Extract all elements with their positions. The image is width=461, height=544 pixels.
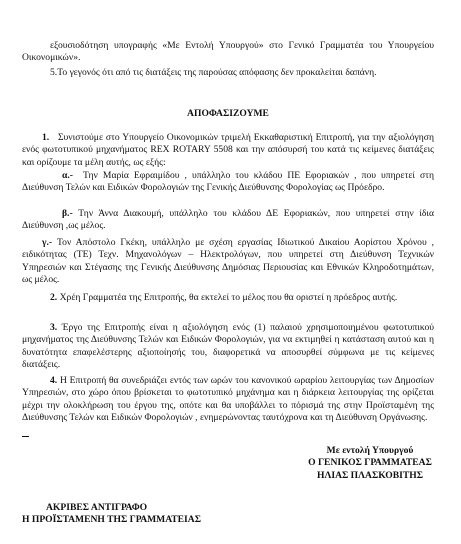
member-a xyxy=(22,170,434,195)
paragraph-4-number: 4. xyxy=(50,375,58,386)
paragraph-3-number: 3. xyxy=(50,322,58,333)
paragraph-3 xyxy=(22,322,434,372)
paragraph-2 xyxy=(22,292,434,304)
member-c-text: Τον Απόστολο Γκέκη, υπάλληλο με σχέση εργασίας Ιδιωτικού Δικαίου Αορίστου Χρόνου , ειδικότητας (ΤΕ) Τεχν. Μηχανολόγων – Ηλεκτρολόγων, που υπηρετεί στη Διεύθυνση Τεχνικών Υπηρεσιών και Στέγασης της Γενικής Διεύθυνσης Δημόσιας Περιουσίας και Εθνικών Κληροδοτημάτων, ως μέλος. xyxy=(22,237,435,286)
certified-copy-label: ΑΚΡΙΒΕΣ ΑΝΤΙΓΡΑΦΟ xyxy=(46,502,148,513)
paragraph-1 xyxy=(22,132,434,169)
member-b-label: β.- xyxy=(62,208,73,219)
paragraph-1-number: 1. xyxy=(42,132,50,143)
signature-block xyxy=(290,445,450,482)
continuation-text: εξουσιοδότηση υπογραφής «Με Εντολή Υπουργού» στο Γενικό Γραμματέα του Υπουργείου Οικονομικών». xyxy=(22,40,434,64)
paragraph-1-text: Συνιστούμε στο Υπουργείο Οικονομικών τριμελή Εκκαθαριστική Επιτροπή, για την αξιολόγηση ενός φωτοτυπικού μηχανήματος REX ROTARY 5508 και την απόσυρσή του κατά τις κείμενες διατάξεις και ορίζουμε τα μέλη αυτής, ως εξής: xyxy=(22,132,434,168)
paragraph-4 xyxy=(22,375,434,425)
paragraph-5-text: Το γεγονός ότι από τις διατάξεις της παρούσας απόφασης δεν προκαλείται δαπάνη. xyxy=(57,67,377,78)
paragraph-5-number: 5. xyxy=(50,67,58,78)
member-b xyxy=(22,208,434,233)
paragraph-2-text: Χρέη Γραμματέα της Επιτροπής, θα εκτελεί το μέλος που θα οριστεί η πρόεδρος αυτής. xyxy=(59,292,398,303)
paragraph-4-text: Η Επιτροπή θα συνεδριάζει εντός των ωρών του κανονικού ωραρίου λειτουργίας των Δημοσίων Υπηρεσιών, στο χώρο όπου βρίσκεται το φωτοτυπικό μηχάνημα και η διάρκεια λειτουργίας της ορίζεται μέχρι την ολοκλήρωση του έργου της, οπότε και θα υποβάλλει το πόρισμά της στην Προϊσταμένη της Διεύθυνσης Τελών και Ειδικών Φορολογιών , ενημερώνοντας ταυτόχρονα και τη Διεύθυνση Οργάνωσης. xyxy=(22,375,434,424)
certified-copy-block xyxy=(22,502,282,527)
divider-dash xyxy=(22,436,29,437)
continuation-paragraph xyxy=(22,40,434,65)
paragraph-5 xyxy=(22,67,434,79)
signature-mandate: Με εντολή Υπουργού xyxy=(326,445,414,456)
signature-name: ΗΛΙΑΣ ΠΛΑΣΚΟΒΙΤΗΣ xyxy=(317,469,423,481)
member-c-label: γ.- xyxy=(42,237,53,248)
member-a-label: α.- xyxy=(62,170,73,181)
certified-copy-authority: Η ΠΡΟΪΣΤΑΜΕΝΗ ΤΗΣ ΓΡΑΜΜΑΤΕΙΑΣ xyxy=(22,514,201,526)
paragraph-3-text: Έργο της Επιτροπής είναι η αξιολόγηση ενός (1) παλαιού χρησιμοποιημένου φωτοτυπικού μηχανήματος της Διεύθυνσης Τελών και Ειδικών Φορολογιών, για να εκτιμηθεί η κατάσταση αυτού και η δυνατότητα επαφελέστερης αξιοποίησής του, διαφορετικά να αποσυρθεί σύμφωνα με τις κείμενες διατάξεις. xyxy=(22,322,434,371)
signature-title: Ο ΓΕΝΙΚΟΣ ΓΡΑΜΜΑΤΕΑΣ xyxy=(308,457,432,469)
decision-heading: ΑΠΟΦΑΣΙΖΟΥΜΕ xyxy=(187,108,269,119)
member-c xyxy=(22,237,434,287)
paragraph-2-number: 2. xyxy=(50,292,58,303)
member-a-text: Την Μαρία Εφραιμίδου , υπάλληλο του κλάδου ΠΕ Εφοριακών , που υπηρετεί στη Διεύθυνση Τελών και Ειδικών Φορολογιών της Γενικής Διεύθυνσης Φορολογίας ως Πρόεδρο. xyxy=(22,170,435,194)
member-b-text: Την Άννα Διακουμή, υπάλληλο του κλάδου ΔΕ Εφοριακών, που υπηρετεί στην ίδια Διεύθυνση ,ως μέλος. xyxy=(22,208,434,232)
